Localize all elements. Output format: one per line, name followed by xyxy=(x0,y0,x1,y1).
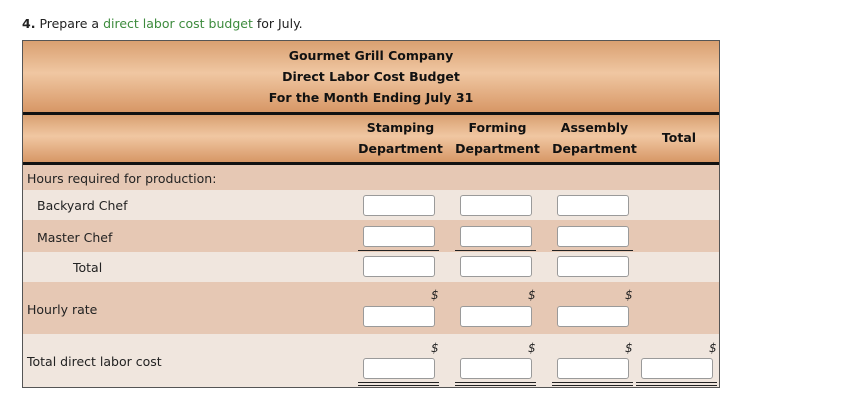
row-total-hours xyxy=(23,252,719,282)
col-stamping-line1: Stamping xyxy=(366,120,435,135)
backyard-chef-assembly-input[interactable] xyxy=(557,195,629,216)
row-backyard-chef xyxy=(23,190,719,220)
col-stamping xyxy=(353,117,448,159)
row-total-direct-labor-cost xyxy=(23,334,719,387)
hourly-rate-label: Hourly rate xyxy=(27,302,98,317)
hourly-rate-assembly-input[interactable] xyxy=(557,306,629,327)
double-underline-total xyxy=(636,382,717,386)
col-forming-line1: Forming xyxy=(468,120,527,135)
double-underline-assembly xyxy=(552,382,633,386)
total-hours-assembly-input[interactable] xyxy=(557,256,629,277)
double-underline-forming xyxy=(455,382,536,386)
master-chef-forming-input[interactable] xyxy=(460,226,532,247)
total-cost-stamping-input[interactable] xyxy=(363,358,435,379)
col-forming xyxy=(450,117,545,159)
col-stamping-line2: Department xyxy=(358,141,443,156)
instruction-suffix: for July. xyxy=(256,16,303,31)
row-hours-required xyxy=(23,165,719,190)
company-name: Gourmet Grill Company xyxy=(288,48,454,63)
total-cost-total-input[interactable] xyxy=(641,358,713,379)
col-total: Total xyxy=(661,130,697,145)
total-cost-forming-input[interactable] xyxy=(460,358,532,379)
instruction-prefix: Prepare a xyxy=(39,16,100,31)
budget-period: For the Month Ending July 31 xyxy=(268,90,474,105)
total-cost-stamping-dollar: $ xyxy=(431,341,439,355)
hourly-rate-stamping-dollar: $ xyxy=(431,288,439,302)
master-chef-assembly-input[interactable] xyxy=(557,226,629,247)
hours-required-label: Hours required for production: xyxy=(27,171,217,186)
total-hours-stamping-input[interactable] xyxy=(363,256,435,277)
total-hours-forming-input[interactable] xyxy=(460,256,532,277)
backyard-chef-forming-input[interactable] xyxy=(460,195,532,216)
subtotal-underline-stamping xyxy=(358,250,439,251)
col-forming-line2: Department xyxy=(455,141,540,156)
budget-header xyxy=(23,41,719,112)
col-assembly xyxy=(547,117,642,159)
total-cost-assembly-input[interactable] xyxy=(557,358,629,379)
subtotal-underline-forming xyxy=(455,250,536,251)
master-chef-label: Master Chef xyxy=(37,230,113,245)
col-assembly-line1: Assembly xyxy=(560,120,629,135)
row-master-chef xyxy=(23,220,719,252)
backyard-chef-label: Backyard Chef xyxy=(37,198,128,213)
total-hours-label: Total xyxy=(73,260,103,275)
total-cost-forming-dollar: $ xyxy=(528,341,536,355)
col-assembly-line2: Department xyxy=(552,141,637,156)
total-direct-labor-cost-label: Total direct labor cost xyxy=(27,354,162,369)
hourly-rate-forming-dollar: $ xyxy=(528,288,536,302)
hourly-rate-stamping-input[interactable] xyxy=(363,306,435,327)
instruction-text xyxy=(22,16,303,31)
double-underline-stamping xyxy=(358,382,439,386)
hourly-rate-forming-input[interactable] xyxy=(460,306,532,327)
direct-labor-cost-budget-link[interactable]: direct labor cost budget xyxy=(103,16,253,31)
direct-labor-budget-table xyxy=(22,40,720,388)
total-cost-assembly-dollar: $ xyxy=(625,341,633,355)
row-hourly-rate xyxy=(23,282,719,334)
master-chef-stamping-input[interactable] xyxy=(363,226,435,247)
total-cost-total-dollar: $ xyxy=(709,341,717,355)
subtotal-underline-assembly xyxy=(552,250,633,251)
question-number: 4. xyxy=(22,16,36,31)
backyard-chef-stamping-input[interactable] xyxy=(363,195,435,216)
hourly-rate-assembly-dollar: $ xyxy=(625,288,633,302)
budget-title: Direct Labor Cost Budget xyxy=(282,69,460,84)
column-headers xyxy=(23,115,719,162)
